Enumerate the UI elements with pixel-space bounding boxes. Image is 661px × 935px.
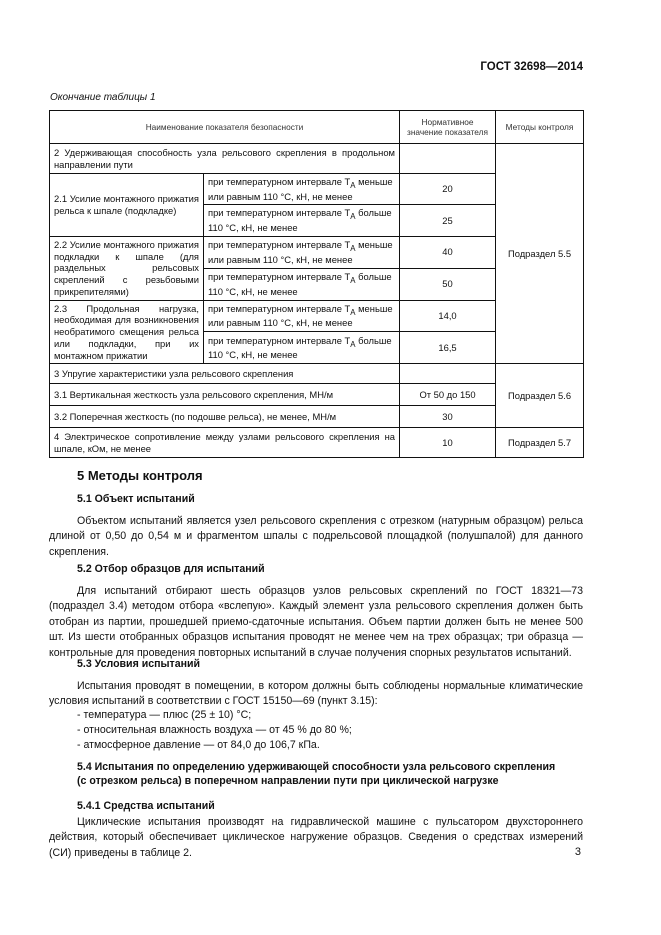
header-name: Наименование показателя безопасности	[50, 111, 400, 144]
row-4-label: 4 Электрическое сопротивление между узлами рельсового скрепления на шпале, кОм, не менее	[50, 428, 400, 458]
row-2-2-cond-a: при температурном интервале $Т_А$ меньше или равным 110 °С, кН, не менее	[204, 236, 400, 268]
empty-cell	[400, 364, 496, 384]
row-2-1-label: 2.1 Усилие монтажного прижатия рельса к шпале (подкладке)	[50, 174, 204, 237]
method-cell-1: Подраздел 5.5	[496, 144, 584, 364]
table-caption: Окончание таблицы 1	[50, 92, 156, 103]
standard-number: ГОСТ 32698—2014	[480, 61, 583, 73]
row-3-1-value: От 50 до 150	[400, 384, 496, 406]
empty-cell	[400, 144, 496, 174]
condition-item: - атмосферное давление — от 84,0 до 106,7 кПа.	[77, 739, 320, 751]
row-3-1-label: 3.1 Вертикальная жесткость узла рельсового скрепления, МН/м	[50, 384, 400, 406]
row-2-1-cond-b: при температурном интервале $Т_А$ больше 110 °С, кН, не менее	[204, 205, 400, 236]
section-5-4-title: 5.4 Испытания по определению удерживающей способности узла рельсового скрепления (с отрезком рельса) в поперечном направлении пути при циклической нагрузке	[77, 761, 556, 787]
header-method: Методы контроля	[496, 111, 584, 144]
row-4-value: 10	[400, 428, 496, 458]
section-5-2-title: 5.2 Отбор образцов для испытаний	[77, 563, 265, 575]
section-5-3-text: Испытания проводят в помещении, в котором должны быть соблюдены нормальные климатические условия испытаний в соответствии с ГОСТ 15150—69 (пункт 3.15):	[49, 680, 583, 708]
safety-indicators-table	[49, 110, 584, 458]
row-2-2-cond-b: при температурном интервале $Т_А$ больше 110 °С, кН, не менее	[204, 268, 400, 300]
row-2-2-value-b: 50	[400, 268, 496, 300]
page-number: 3	[574, 846, 581, 858]
row-2-1-value-a: 20	[400, 174, 496, 205]
section-5-3-title: 5.3 Условия испытаний	[77, 658, 201, 670]
row-2-3-cond-a: при температурном интервале $Т_А$ меньше или равным 110 °С, кН, не менее	[204, 300, 400, 332]
header-value: Нормативное значение показателя	[400, 111, 496, 144]
row-2-2-value-a: 40	[400, 236, 496, 268]
row-2-1-cond-a: при температурном интервале $Т_А$ меньше или равным 110 °С, кН, не менее	[204, 174, 400, 205]
row-2-3-value-a: 14,0	[400, 300, 496, 332]
row-2-2-label: 2.2 Усилие монтажного прижатия подкладки к шпале (для раздельных рельсовых скреплений с резьбовыми прикрепителями)	[50, 236, 204, 300]
condition-item: - относительная влажность воздуха — от 45 % до 80 %;	[77, 724, 352, 736]
method-cell-3: Подраздел 5.7	[496, 428, 584, 458]
section-5-title: 5 Методы контроля	[77, 468, 203, 483]
method-cell-2: Подраздел 5.6	[496, 364, 584, 428]
group2-title: 2 Удерживающая способность узла рельсового скрепления в продольном направлении пути	[50, 144, 400, 174]
section-5-2-text: Для испытаний отбирают шесть образцов узлов рельсовых скреплений по ГОСТ 18321—73 (подраздел 3.4) методом отбора «вслепую». Каждый элемент узла рельсового скрепления должен быть отобран из партии, прошедшей приемо-сдаточные испытания. Объем партии должен быть не менее 500 шт. Из шести отобранных образцов испытания проводят не менее чем на трех образцах; три образца — контрольные для проведения повторных испытаний в случае получения спорных результатов испытаний.	[49, 585, 583, 659]
section-5-1-title: 5.1 Объект испытаний	[77, 493, 195, 505]
condition-item: - температура — плюс (25 ± 10) °С;	[77, 709, 252, 721]
row-2-1-value-b: 25	[400, 205, 496, 236]
section-5-1-text: Объектом испытаний является узел рельсового скрепления с отрезком (натурным образцом) рельса длиной от 0,50 до 0,54 м и фрагментом шпалы с подрельсовой площадкой (полушпалой) для данного скрепления.	[49, 515, 583, 558]
row-2-3-value-b: 16,5	[400, 332, 496, 364]
row-2-3-cond-b: при температурном интервале $Т_А$ больше 110 °С, кН, не менее	[204, 332, 400, 364]
row-3-2-label: 3.2 Поперечная жесткость (по подошве рельса), не менее, МН/м	[50, 406, 400, 428]
section-5-4-1-text: Циклические испытания производят на гидравлической машине с пульсатором двухстороннего действия, который обеспечивает циклическое нагружение образцов. Сведения о средствах измерений (СИ) приведены в таблице 2.	[49, 816, 583, 859]
section-5-4-1-title: 5.4.1 Средства испытаний	[77, 800, 215, 812]
row-3-2-value: 30	[400, 406, 496, 428]
row-2-3-label: 2.3 Продольная нагрузка, необходимая для возникновения необратимого смещения рельса или подкладки, при их монтажном прижатии	[50, 300, 204, 364]
group3-title: 3 Упругие характеристики узла рельсового скрепления	[50, 364, 400, 384]
